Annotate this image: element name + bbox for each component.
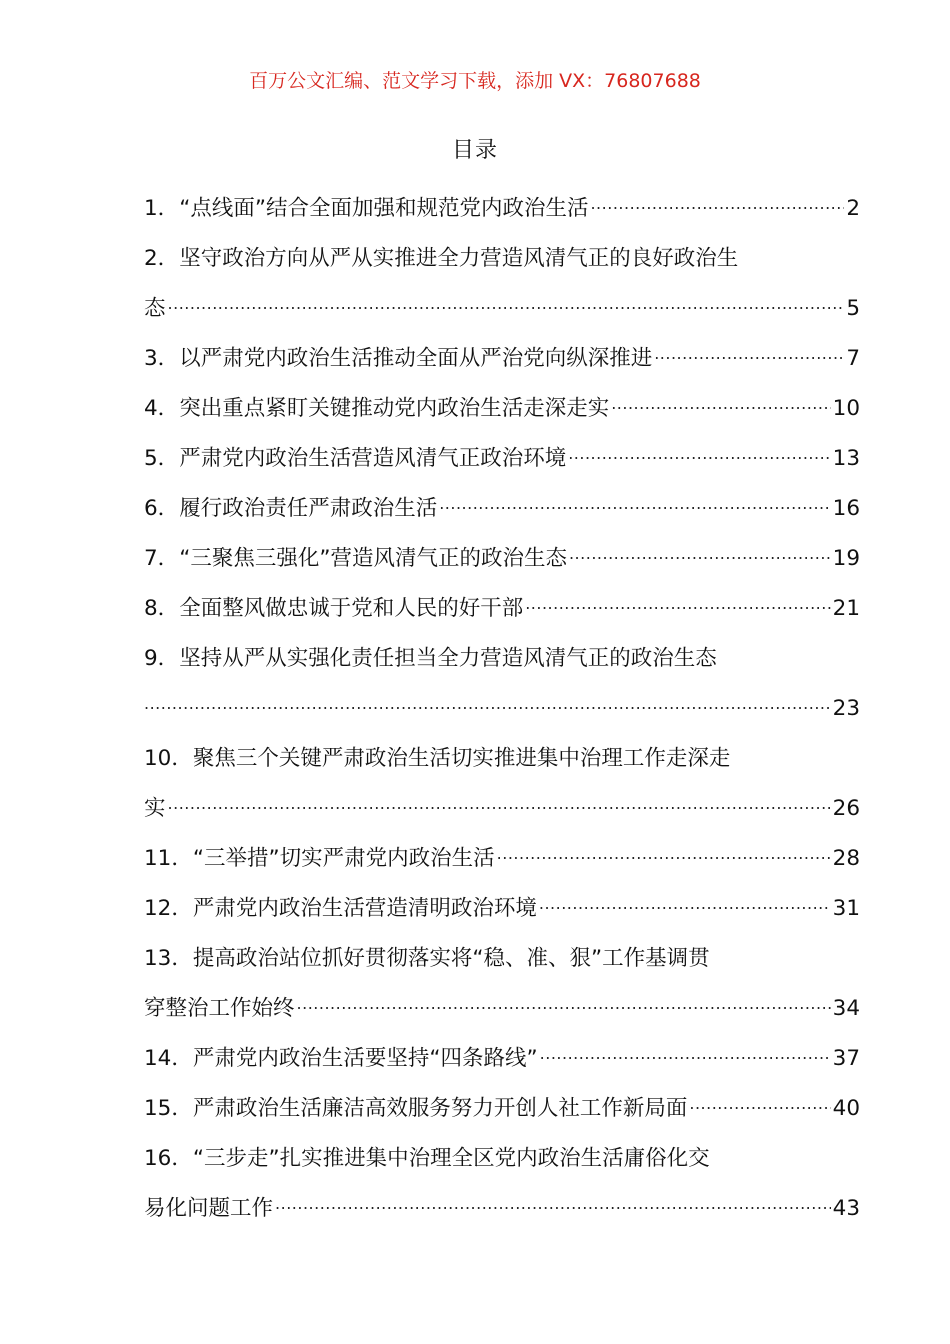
dot-leader bbox=[590, 178, 844, 229]
toc-entry-page: 40 bbox=[832, 1096, 860, 1121]
toc-entry-15[interactable] bbox=[144, 1084, 860, 1134]
toc-entry-number: 9． bbox=[144, 646, 180, 671]
dot-leader bbox=[654, 328, 844, 379]
toc-entry-page: 31 bbox=[832, 896, 860, 921]
toc-entry-title-continued: 穿整治工作始终 bbox=[144, 996, 295, 1021]
toc-entry-page: 28 bbox=[832, 846, 860, 871]
toc-entry-title: “点线面”结合全面加强和规范党内政治生活 bbox=[179, 196, 589, 221]
toc-entry-number: 10． bbox=[144, 746, 193, 771]
toc-entry-title-continued: 易化问题工作 bbox=[144, 1196, 274, 1221]
toc-entry-1[interactable] bbox=[144, 184, 860, 234]
toc-entry-title-continued: 态 bbox=[144, 296, 166, 321]
toc-entry-page: 13 bbox=[832, 446, 860, 471]
toc-entry-title: 全面整风做忠诚于党和人民的好干部 bbox=[179, 596, 524, 621]
toc-entry-13[interactable] bbox=[144, 934, 860, 1034]
toc-entry-number: 2． bbox=[144, 246, 180, 271]
toc-entry-number: 11． bbox=[144, 846, 193, 871]
toc-entry-number: 1． bbox=[144, 196, 180, 221]
toc-entry-number: 5． bbox=[144, 446, 180, 471]
toc-entry-number: 14． bbox=[144, 1046, 193, 1071]
toc-entry-title: 严肃党内政治生活要坚持“四条路线” bbox=[192, 1046, 538, 1071]
toc-entry-number: 4． bbox=[144, 396, 180, 421]
toc-entry-number: 3． bbox=[144, 346, 180, 371]
toc-entry-page: 21 bbox=[832, 596, 860, 621]
toc-entry-page: 34 bbox=[832, 996, 860, 1021]
toc-entry-3[interactable] bbox=[144, 334, 860, 384]
toc-entry-9[interactable] bbox=[144, 634, 860, 734]
dot-leader bbox=[168, 278, 845, 329]
toc-entry-10[interactable] bbox=[144, 734, 860, 834]
dot-leader bbox=[168, 778, 831, 829]
toc-entry-number: 13． bbox=[144, 946, 193, 971]
toc-entry-page: 7 bbox=[846, 346, 860, 371]
toc-entry-number: 8． bbox=[144, 596, 180, 621]
dot-leader bbox=[439, 478, 830, 529]
toc-entry-16[interactable] bbox=[144, 1134, 860, 1234]
dot-leader bbox=[569, 528, 831, 579]
toc-entry-7[interactable] bbox=[144, 534, 860, 584]
dot-leader bbox=[297, 978, 831, 1029]
toc-entry-title: 以严肃党内政治生活推动全面从严治党向纵深推进 bbox=[179, 346, 653, 371]
toc-entry-page: 19 bbox=[832, 546, 860, 571]
header-note: 百万公文汇编、范文学习下载，添加 VX：76807688 bbox=[249, 70, 701, 92]
toc-entry-title: 提高政治站位抓好贯彻落实将“稳、准、狠”工作基调贯 bbox=[192, 946, 710, 971]
toc-entry-title: “三步走”扎实推进集中治理全区党内政治生活庸俗化交 bbox=[192, 1146, 710, 1171]
toc-entry-number: 15． bbox=[144, 1096, 193, 1121]
toc-entry-number: 12． bbox=[144, 896, 193, 921]
toc-entry-6[interactable] bbox=[144, 484, 860, 534]
dot-leader bbox=[525, 578, 830, 629]
toc-entry-page: 10 bbox=[832, 396, 860, 421]
toc-entry-5[interactable] bbox=[144, 434, 860, 484]
toc-entry-title: 聚焦三个关键严肃政治生活切实推进集中治理工作走深走 bbox=[192, 746, 731, 771]
toc-entry-page: 16 bbox=[832, 496, 860, 521]
toc-entry-11[interactable] bbox=[144, 834, 860, 884]
toc-entry-title: 严肃党内政治生活营造清明政治环境 bbox=[192, 896, 537, 921]
dot-leader bbox=[568, 428, 830, 479]
toc-entry-number: 7． bbox=[144, 546, 180, 571]
dot-leader bbox=[540, 1028, 831, 1079]
dot-leader bbox=[275, 1178, 831, 1229]
toc-entry-number: 16． bbox=[144, 1146, 193, 1171]
toc-entry-title: “三聚焦三强化”营造风清气正的政治生态 bbox=[179, 546, 567, 571]
toc-entry-title-continued: 实 bbox=[144, 796, 166, 821]
toc-entry-page: 23 bbox=[832, 696, 860, 721]
toc-entry-title: 严肃党内政治生活营造风清气正政治环境 bbox=[179, 446, 567, 471]
table-of-contents bbox=[144, 184, 860, 1234]
dot-leader bbox=[689, 1078, 830, 1129]
toc-entry-page: 37 bbox=[832, 1046, 860, 1071]
toc-entry-page: 2 bbox=[846, 196, 860, 221]
toc-entry-page: 26 bbox=[832, 796, 860, 821]
toc-entry-12[interactable] bbox=[144, 884, 860, 934]
toc-entry-title: “三举措”切实严肃党内政治生活 bbox=[192, 846, 495, 871]
toc-entry-title: 履行政治责任严肃政治生活 bbox=[179, 496, 438, 521]
dot-leader bbox=[497, 828, 831, 879]
toc-entry-title: 坚守政治方向从严从实推进全力营造风清气正的良好政治生 bbox=[179, 246, 739, 271]
toc-entry-title: 突出重点紧盯关键推动党内政治生活走深走实 bbox=[179, 396, 610, 421]
toc-entry-number: 6． bbox=[144, 496, 180, 521]
toc-entry-page: 5 bbox=[846, 296, 860, 321]
toc-title: 目录 bbox=[451, 138, 498, 163]
toc-entry-title: 坚持从严从实强化责任担当全力营造风清气正的政治生态 bbox=[179, 646, 717, 671]
dot-leader bbox=[144, 678, 831, 729]
dot-leader bbox=[611, 378, 830, 429]
toc-entry-8[interactable] bbox=[144, 584, 860, 634]
toc-entry-page: 43 bbox=[832, 1196, 860, 1221]
dot-leader bbox=[539, 878, 831, 929]
toc-entry-2[interactable] bbox=[144, 234, 860, 334]
toc-entry-title: 严肃政治生活廉洁高效服务努力开创人社工作新局面 bbox=[192, 1096, 688, 1121]
toc-entry-14[interactable] bbox=[144, 1034, 860, 1084]
toc-entry-4[interactable] bbox=[144, 384, 860, 434]
